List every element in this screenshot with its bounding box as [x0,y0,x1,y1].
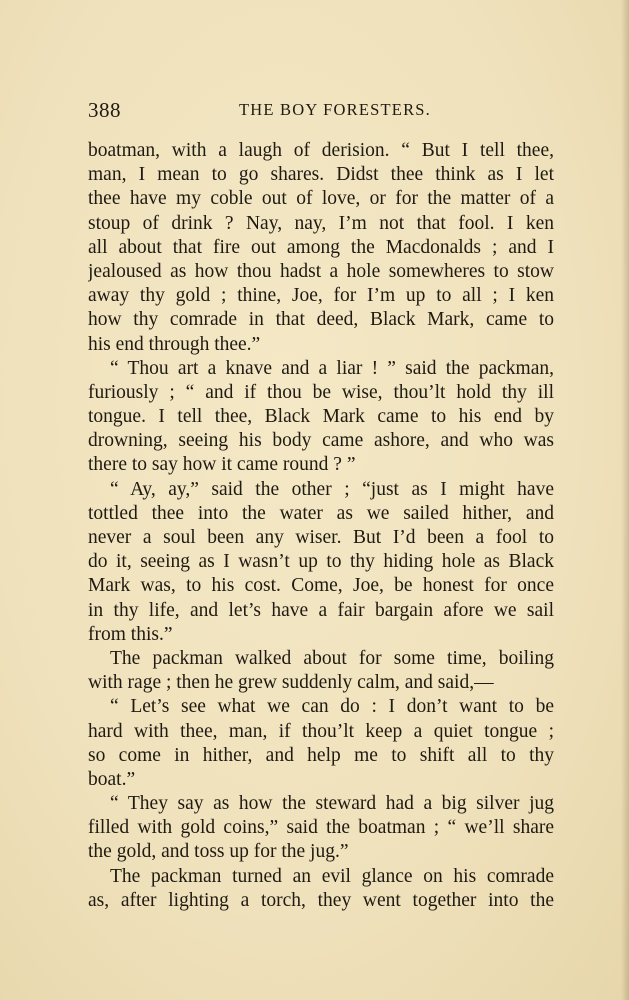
text-line: “ Thou art a knave and a liar ! ” said the packman, [110,357,554,379]
text-line: the gold, and toss up for the jug.” [88,841,349,863]
text-line: do it, seeing as I wasn’t up to thy hiding hole as Black [88,551,554,573]
running-title: THE BOY FORESTERS. [239,100,431,119]
text-line: there to say how it came round ? ” [88,454,356,476]
text-line: tottled thee into the water as we sailed hither, and [88,502,554,524]
text-line: thee have my coble out of love, or for the matter of a [88,188,554,210]
text-line: in thy life, and let’s have a fair bargain afore we sail [88,599,554,621]
text-line: Mark was, to his cost. Come, Joe, be honest for once [88,575,554,597]
text-line: boat.” [88,768,136,790]
text-line: “ Let’s see what we can do : I don’t want to be [110,696,554,718]
text-line: how thy comrade in that deed, Black Mark, came to [88,309,554,331]
body-text [88,139,554,913]
text-line: from this.” [88,623,173,645]
page-header [88,98,554,128]
text-line: with rage ; then he grew suddenly calm, and said,— [88,672,494,694]
text-line: drowning, seeing his body came ashore, and who was [88,430,554,452]
text-line: as, after lighting a torch, they went together into the [88,889,554,911]
text-line: “ They say as how the steward had a big silver jug [110,793,554,815]
text-line: The packman walked about for some time, boiling [110,647,554,669]
text-line: furiously ; “ and if thou be wise, thou’lt hold thy ill [88,381,554,403]
text-line: The packman turned an evil glance on his comrade [110,865,554,887]
text-line: away thy gold ; thine, Joe, for I’m up to all ; I ken [88,285,554,307]
text-line: jealoused as how thou hadst a hole somewheres to stow [88,260,554,282]
text-line: man, I mean to go shares. Didst thee think as I let [88,164,554,186]
page-edge-shadow [621,0,629,1000]
text-line: boatman, with a laugh of derision. “ But I tell thee, [88,140,554,161]
text-line: tongue. I tell thee, Black Mark came to his end by [88,406,554,428]
text-line: so come in hither, and help me to shift all to thy [88,744,554,766]
text-line: “ Ay, ay,” said the other ; “just as I might have [110,478,554,500]
text-line: never a soul been any wiser. But I’d been a fool to [88,527,554,548]
page-number: 388 [88,98,121,122]
text-line: stoup of drink ? Nay, nay, I’m not that fool. I ken [88,212,554,234]
text-line: filled with gold coins,” said the boatman ; “ we’ll share [88,817,554,839]
text-line: all about that fire out among the Macdonalds ; and I [88,236,554,258]
text-line: his end through thee.” [88,333,261,355]
text-line: hard with thee, man, if thou’lt keep a quiet tongue ; [88,720,554,742]
